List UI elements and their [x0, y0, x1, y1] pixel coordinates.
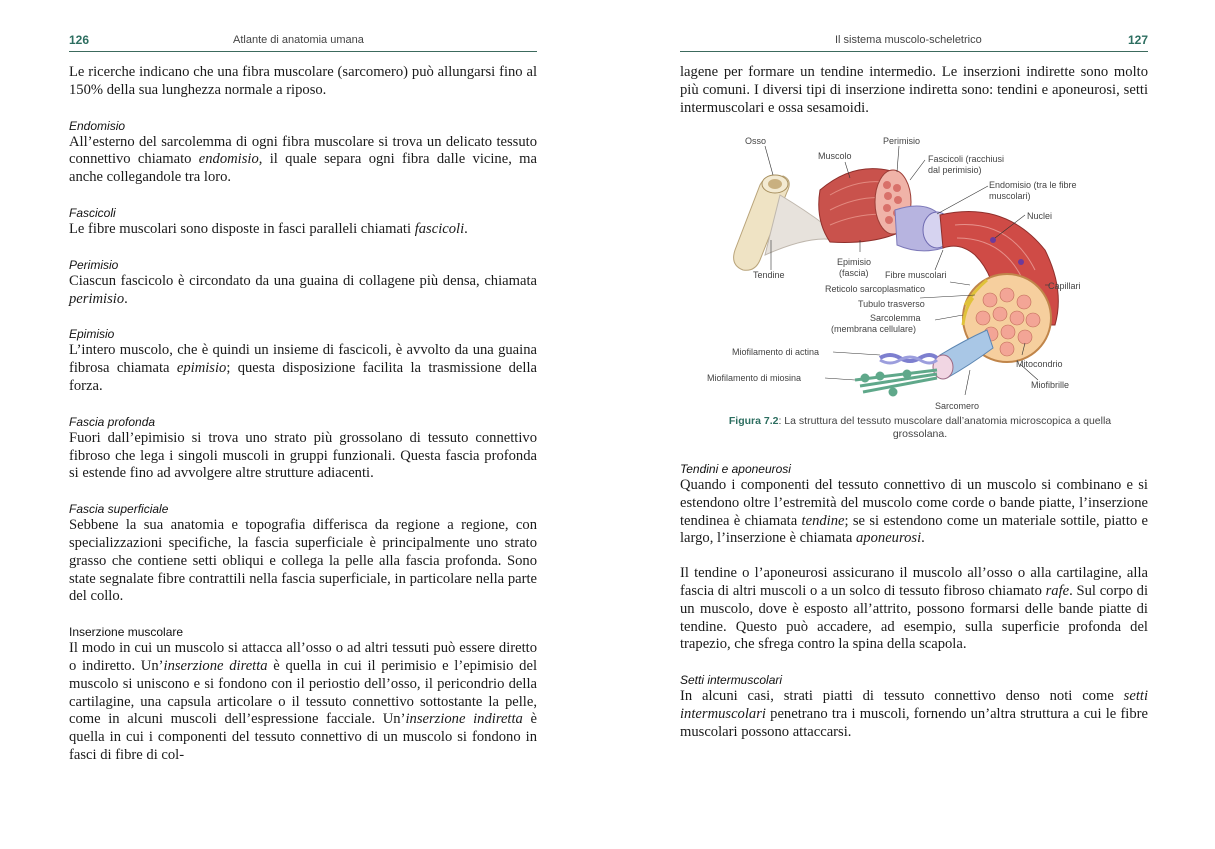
section-heading: Perimisio [69, 257, 119, 272]
label-epimisio: Epimisio [837, 257, 872, 267]
label-fibre-muscolari: Fibre muscolari [885, 270, 947, 280]
left-body [69, 64, 537, 782]
label-mitocondrio: Mitocondrio [1016, 359, 1063, 369]
figure-caption-text: : La struttura del tessuto muscolare dall’anatomia microscopica a quella grossolana. [778, 415, 1112, 440]
myosin-filament [855, 370, 937, 395]
label-reticolo: Reticolo sarcoplasmatico [825, 284, 926, 294]
section-heading: Setti intermuscolari [680, 673, 783, 688]
right-page [680, 0, 1148, 849]
section-heading: Fascia superficiale [69, 502, 169, 517]
label-tendine: Tendine [753, 270, 785, 280]
running-head: Atlante di anatomia umana [233, 34, 364, 46]
label-capillari: Capillari [1048, 281, 1081, 291]
page-number: 126 [69, 33, 90, 47]
muscle-structure-figure [707, 130, 1115, 420]
paragraph: Quando i componenti del tessuto connettivo di un muscolo si combinano e si estendono oltre l’estremità del muscolo come corde o bande piatte, l’inserzione tendinea è chiamata tendine; se si estendono come un materiale sottile, piatto e largo, l’inserzione è chiamata aponeurosi. [680, 477, 1148, 547]
left-page [69, 0, 537, 849]
label-actina: Miofilamento di actina [732, 347, 820, 357]
intro-paragraph: lagene per formare un tendine intermedio. Le inserzioni indirette sono molto più comuni. I diversi tipi di inserzione indiretta sono: tendini e aponeurosi, setti intermuscolari e ossa sesamoidi. [680, 64, 1148, 116]
paragraph: All’esterno del sarcolemma di ogni fibra muscolare si trova un delicato tessuto connettivo chiamato endomisio, il quale separa ogni fibra dalle vicine, ma anche collegandole tra loro. [69, 133, 537, 186]
page-number: 127 [1127, 33, 1148, 47]
section-heading: Inserzione muscolare [69, 625, 184, 640]
left-page-header [69, 31, 537, 52]
section-heading: Endomisio [69, 118, 126, 133]
paragraph: Sebbene la sua anatomia e topografia differisca da regione a regione, con specializzazioni specifiche, la fascia superficiale è principalmente uno strato grasso che contiene setti obliqui e collega la pelle alla fascia profonda. Sono state segnalate fibre contrattili nella fascia superficiale, in particolare nella parte del collo. [69, 517, 537, 605]
label-sarcomero: Sarcomero [935, 401, 980, 411]
paragraph: Ciascun fascicolo è circondato da una guaina di collagene più densa, chiamata perimisio. [69, 272, 537, 307]
intro-paragraph: Le ricerche indicano che una fibra muscolare (sarcomero) può allungarsi fino al 150% della sua lunghezza normale a riposo. [69, 64, 537, 98]
right-body [680, 460, 1148, 759]
section-heading: Fascicoli [69, 205, 116, 220]
label-sarcolemma-2: (membrana cellulare) [831, 324, 917, 334]
paragraph: In alcuni casi, strati piatti di tessuto connettivo denso noti come setti intermuscolari penetrano tra i muscoli, fornendo un’altra struttura a cui le fibre muscolari possono attaccarsi. [680, 688, 1148, 740]
label-fascicoli: Fascicoli (racchiusi [928, 154, 1005, 164]
right-page-header [680, 31, 1148, 52]
paragraph: Le fibre muscolari sono disposte in fasci paralleli chiamati fascicoli. [69, 220, 468, 237]
label-miofibrille: Miofibrille [1031, 380, 1070, 390]
running-head: Il sistema muscolo-scheletrico [835, 34, 982, 46]
paragraph: Il modo in cui un muscolo si attacca all’osso o ad altri tessuti può essere diretto o indiretto. Un’inserzione diretta è quella in cui il perimisio e l’epimisio del muscolo si uniscono e si fondono con il periostio dell’osso, il pericondrio della cartilagine, una capsula articolare o il tessuto connettivo sottostante la pelle, come in alcuni muscoli dell’espressione facciale. Un’inserzione indiretta è quella in cui i componenti del tessuto connettivo di un muscolo si fondono in fasci di fibre di col- [69, 640, 538, 763]
label-sarcolemma: Sarcolemma [870, 313, 921, 323]
label-nuclei: Nuclei [1027, 211, 1053, 221]
figure-caption-label: Figura 7.2 [728, 415, 779, 427]
label-miosina: Miofilamento di miosina [707, 373, 802, 383]
paragraph: Fuori dall’epimisio si trova uno strato più grossolano di tessuto connettivo fibroso che lega i singoli muscoli in gruppi funzionali. Questa fascia profonda si estende fino ad avvolgere altre strutture adiacenti. [69, 429, 537, 482]
label-fascicoli-2: dal perimisio) [928, 165, 982, 175]
label-endomisio-2: muscolari) [989, 191, 1031, 201]
label-perimisio: Perimisio [883, 136, 921, 146]
section-heading: Fascia profonda [69, 414, 156, 429]
figure-caption [710, 415, 1130, 441]
right-intro [680, 64, 1148, 134]
label-tubulo: Tubulo trasverso [858, 299, 925, 309]
label-epimisio-2: (fascia) [839, 268, 869, 278]
section-heading: Epimisio [69, 327, 115, 342]
paragraph: L’intero muscolo, che è quindi un insieme di fascicoli, è avvolto da una guaina fibrosa chiamata epimisio; questa disposizione facilita la trasmissione della forza. [69, 342, 537, 394]
section-heading: Tendini e aponeurosi [680, 462, 791, 476]
label-endomisio: Endomisio (tra le fibre [989, 180, 1077, 190]
label-osso: Osso [745, 136, 767, 146]
paragraph: Il tendine o l’aponeurosi assicurano il muscolo all’osso o alla cartilagine, alla fascia di altri muscoli o a un solco di tessuto fibroso chiamato rafe. Sul corpo di un muscolo, dove è esposto all’attrito, possono formarsi delle bande piatte di tendine. Questo può accadere, ad esempio, sulla superficie profonda del trapezio, che sfrega contro la spina della scapola. [680, 565, 1148, 653]
label-muscolo: Muscolo [818, 151, 852, 161]
